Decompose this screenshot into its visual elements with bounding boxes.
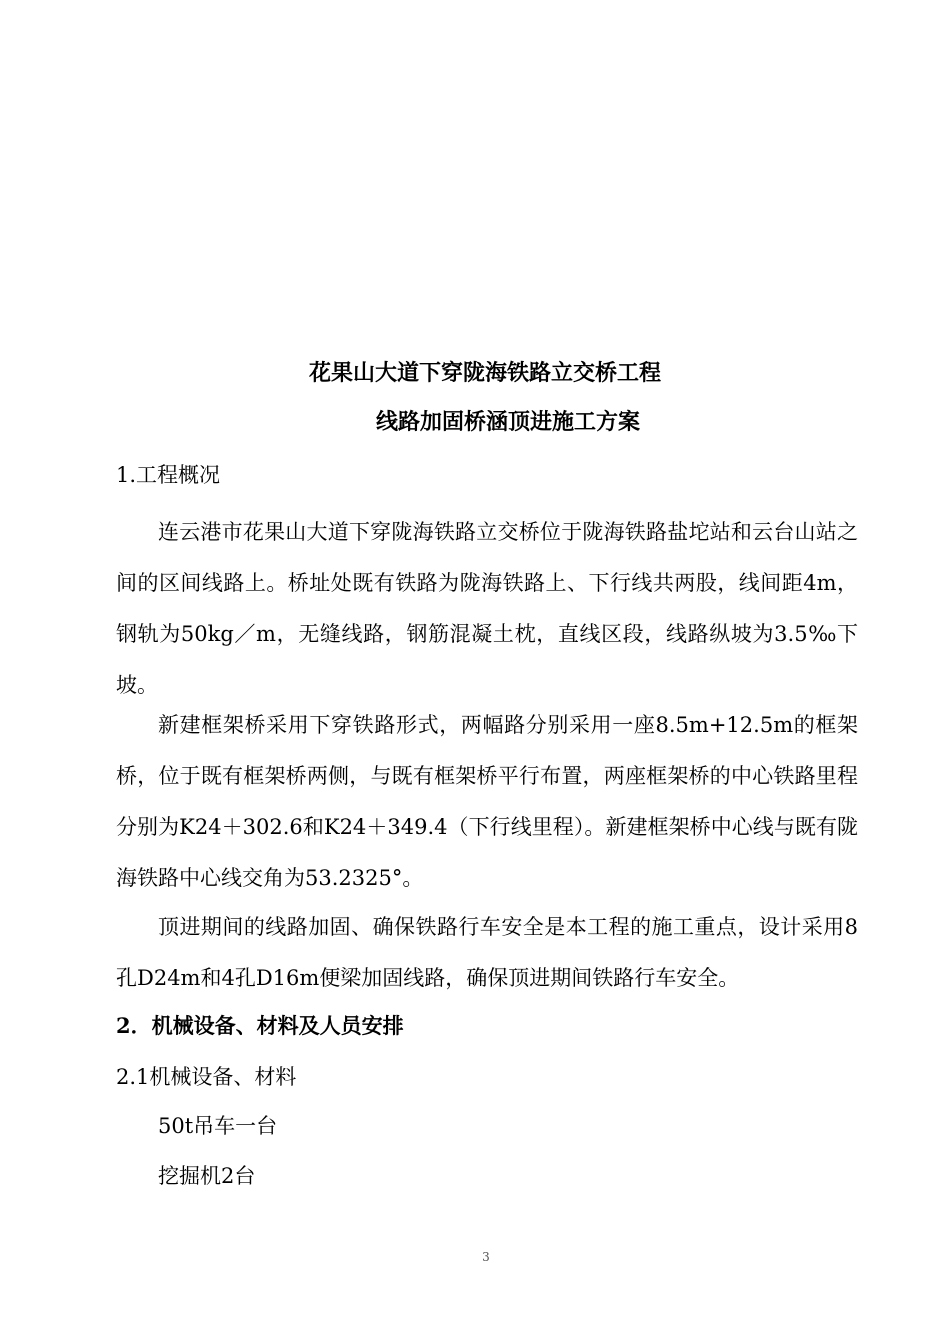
equipment-list-item: 50t吊车一台 (158, 1114, 278, 1138)
page-number: 3 (482, 1250, 490, 1264)
section-1-paragraph-1: 连云港市花果山大道下穿陇海铁路立交桥位于陇海铁路盐坨站和云台山站之间的区间线路上。桥址处既有铁路为陇海铁路上、下行线共两股，线间距4m，钢轨为50kg／m，无缝线路，钢筋混凝土枕，直线区段，线路纵坡为3.5‰下坡。 (116, 520, 858, 697)
section-1-paragraph-3: 顶进期间的线路加固、确保铁路行车安全是本工程的施工重点，设计采用8孔D24m和4孔D16m便梁加固线路，确保顶进期间铁路行车安全。 (116, 915, 858, 990)
section-1-heading: 1.工程概况 (116, 463, 221, 487)
document-title-line-2: 线路加固桥涵顶进施工方案 (376, 409, 641, 435)
section-2-heading: 2．机械设备、材料及人员安排 (116, 1013, 404, 1038)
section-1-paragraph-2: 新建框架桥采用下穿铁路形式，两幅路分别采用一座8.5m+12.5m的框架桥，位于既有框架桥两侧，与既有框架桥平行布置，两座框架桥的中心铁路里程分别为K24＋302.6和K24＋349.4（下行线里程）。新建框架桥中心线与既有陇海铁路中心线交角为53.2325°。 (116, 713, 858, 890)
document-title-line-1: 花果山大道下穿陇海铁路立交桥工程 (309, 360, 662, 386)
section-2-1-subheading: 2.1机械设备、材料 (116, 1065, 297, 1089)
equipment-list-item: 挖掘机2台 (158, 1164, 256, 1188)
